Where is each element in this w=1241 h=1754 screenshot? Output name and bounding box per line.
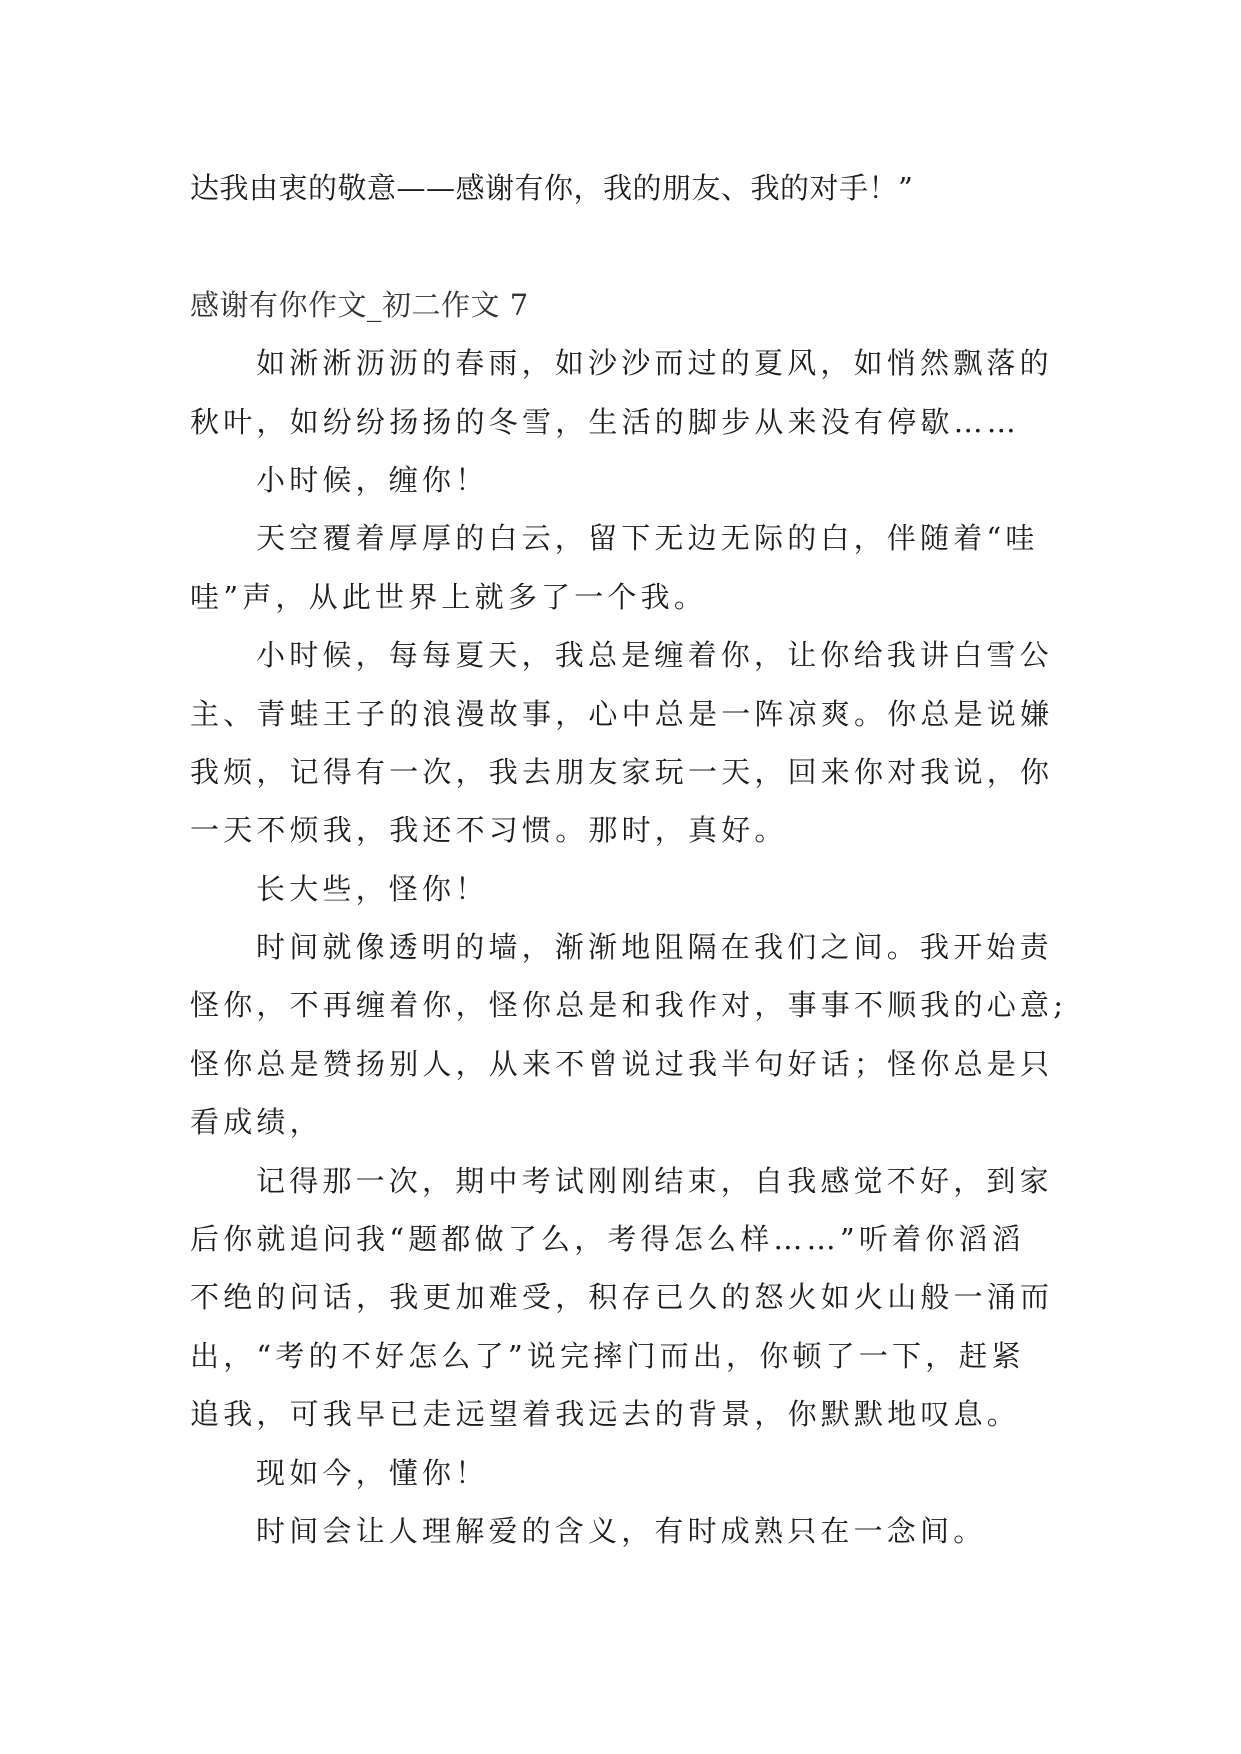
paragraph	[190, 1152, 1190, 1444]
paragraph	[190, 1502, 1190, 1560]
paragraph-line: 时间会让人理解爱的含义，有时成熟只在一念间。	[256, 1513, 987, 1548]
paragraph	[190, 509, 1190, 626]
essay-title: 感谢有你作文_初二作文 7	[190, 287, 529, 322]
paragraph	[190, 860, 1190, 918]
paragraph-line: 追我，可我早已走远望着我远去的背景，你默默地叹息。	[190, 1397, 1021, 1432]
paragraph-line: 怪你总是赞扬别人，从来不曾说过我半句好话；怪你总是只	[190, 1046, 1054, 1081]
paragraph-line: 一天不烦我，我还不习惯。那时，真好。	[190, 813, 788, 848]
paragraph	[190, 451, 1190, 509]
document-body	[190, 159, 1190, 1560]
paragraph-line: 后你就追问我“题都做了么，考得怎么样……”听着你滔滔	[190, 1222, 1025, 1257]
paragraph-line: 我烦，记得有一次，我去朋友家玩一天，回来你对我说，你	[190, 754, 1054, 789]
paragraph-line: 小时候，每每夏天，我总是缠着你，让你给我讲白雪公	[256, 638, 1053, 673]
continuation-line: 达我由衷的敬意——感谢有你，我的朋友、我的对手！”	[190, 171, 914, 205]
section-heading-line: 现如今，懂你！	[256, 1455, 489, 1490]
paragraph-line: 秋叶，如纷纷扬扬的冬雪，生活的脚步从来没有停歇……	[190, 404, 1021, 439]
section-heading-line: 小时候，缠你！	[256, 462, 489, 497]
paragraph-line: 时间就像透明的墙，渐渐地阻隔在我们之间。我开始责	[256, 930, 1053, 965]
paragraph-line: 哇”声，从此世界上就多了一个我。	[190, 579, 708, 614]
paragraph	[190, 334, 1190, 451]
blank-line	[190, 217, 1190, 275]
paragraph-line: 出，“考的不好怎么了”说完摔门而出，你顿了一下，赶紧	[190, 1338, 1025, 1373]
paragraph-line: 不绝的问话，我更加难受，积存已久的怒火如火山般一涌而	[190, 1280, 1054, 1315]
paragraph-line: 看成绩，	[190, 1105, 323, 1140]
paragraph-line: 记得那一次，期中考试刚刚结束，自我感觉不好，到家	[256, 1163, 1053, 1198]
section-heading-line: 长大些，怪你！	[256, 871, 489, 906]
paragraph-line: 天空覆着厚厚的白云，留下无边无际的白，伴随着“哇	[256, 521, 1039, 556]
paragraph-line: 怪你，不再缠着你，怪你总是和我作对，事事不顺我的心意;	[190, 988, 1068, 1023]
paragraph-line: 主、青蛙王子的浪漫故事，心中总是一阵凉爽。你总是说嫌	[190, 696, 1054, 731]
paragraph	[190, 626, 1190, 860]
paragraph-line: 如淅淅沥沥的春雨，如沙沙而过的夏风，如悄然飘落的	[256, 346, 1053, 381]
paragraph	[190, 918, 1190, 1152]
paragraph	[190, 1444, 1190, 1502]
